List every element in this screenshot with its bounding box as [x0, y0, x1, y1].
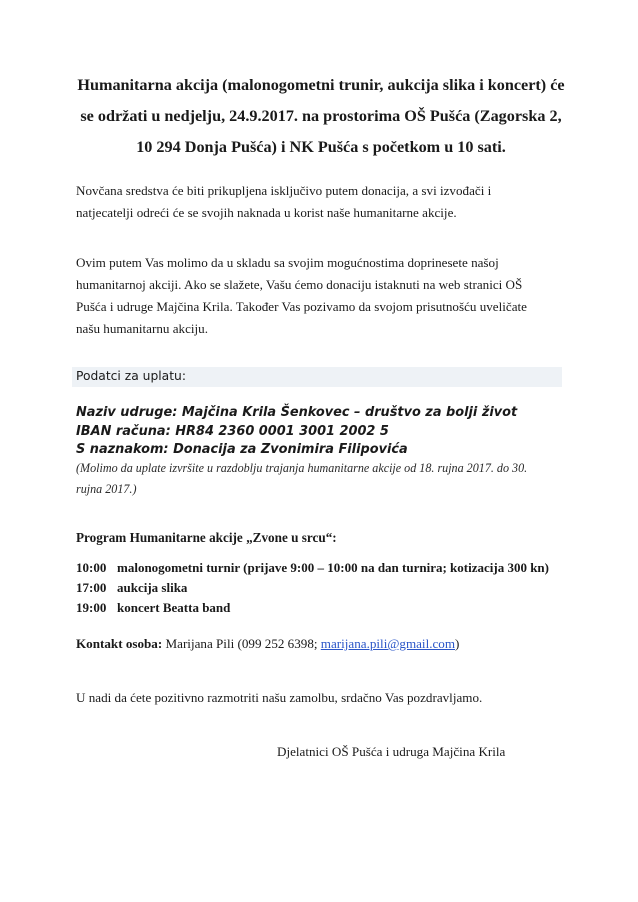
program-list: [76, 558, 566, 618]
association-name: Naziv udruge: Majčina Krila Šenkovec – društvo za bolji život: [76, 405, 518, 420]
payment-note-line-2: rujna 2017.): [76, 482, 137, 496]
invitation-paragraph: [76, 252, 562, 340]
program-activity: koncert Beatta band: [117, 600, 231, 615]
signature: Djelatnici OŠ Pušća i udruga Majčina Krila: [277, 744, 506, 759]
program-item: [76, 558, 566, 578]
heading-line-2: se održati u nedjelju, 24.9.2017. na prostorima OŠ Pušća (Zagorska 2,: [80, 107, 562, 125]
event-heading: [76, 70, 566, 163]
paragraph2-line-1: Ovim putem Vas molimo da u skladu sa svojim mogućnostima doprinesete našoj: [76, 255, 499, 270]
program-activity: aukcija slika: [117, 580, 188, 595]
contact-close-paren: ): [455, 636, 460, 651]
contact-line: [76, 636, 459, 652]
paragraph1-line-1: Novčana sredstva će biti prikupljena isključivo putem donacija, a svi izvođači i: [76, 183, 492, 198]
closing-sentence: U nadi da ćete pozitivno razmotriti našu zamolbu, srdačno Vas pozdravljamo.: [76, 690, 483, 705]
program-time: 19:00: [76, 600, 107, 615]
program-item: [76, 598, 566, 618]
paragraph2-line-4: našu humanitarnu akciju.: [76, 321, 208, 336]
paragraph2-line-2: humanitarnoj akciji. Ako se slažete, Vašu ćemo donaciju istaknuti na web stranici OŠ: [76, 277, 523, 292]
paragraph2-line-3: Pušća i udruge Majčina Krila. Također Vas pozivamo da svojom prisutnošću uveličate: [76, 299, 527, 314]
paragraph1-line-2: natjecatelji odreći će se svojih naknada u korist naše humanitarne akcije.: [76, 205, 457, 220]
program-item: [76, 578, 566, 598]
heading-line-1: Humanitarna akcija (malonogometni trunir, aukcija slika i koncert) će: [77, 76, 565, 94]
payment-note-line-1: (Molimo da uplate izvršite u razdoblju trajanja humanitarne akcije od 18. rujna 2017. do 30.: [76, 461, 528, 475]
program-activity: malonogometni turnir (prijave 9:00 – 10:00 na dan turnira; kotizacija 300 kn): [117, 560, 549, 575]
donation-paragraph: [76, 180, 562, 224]
payment-details: [76, 404, 566, 460]
heading-line-3: 10 294 Donja Pušća) i NK Pušća s početkom u 10 sati.: [136, 138, 506, 156]
contact-details: Marijana Pili (099 252 6398;: [162, 636, 321, 651]
program-time: 17:00: [76, 580, 107, 595]
iban-number: IBAN računa: HR84 2360 0001 3001 2002 5: [76, 423, 389, 439]
payment-note: [76, 458, 562, 500]
program-time: 10:00: [76, 560, 107, 575]
contact-label: Kontakt osoba:: [76, 636, 163, 651]
payment-reference: S naznakom: Donacija za Zvonimira Filipovića: [76, 442, 408, 457]
payment-label: Podatci za uplatu:: [76, 369, 186, 383]
contact-email-link[interactable]: marijana.pili@gmail.com: [320, 636, 456, 651]
program-title: Program Humanitarne akcije „Zvone u srcu“:: [76, 530, 337, 545]
